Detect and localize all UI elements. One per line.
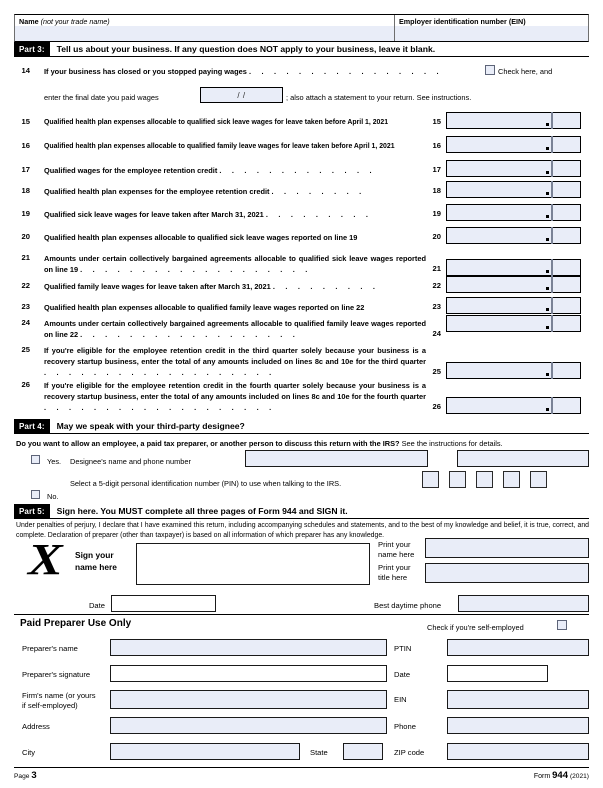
firm-ein-label: EIN [394,695,407,704]
sign-date-label: Date [88,601,105,610]
part5-banner [14,504,589,519]
preparer-date-input[interactable] [447,665,548,682]
pin-digit-5[interactable] [530,471,547,488]
line-25-box-number: 25 [432,367,441,376]
line-14-sub-text: enter the final date you paid wages [44,93,159,102]
preparer-signature-label: Preparer's signature [22,670,91,679]
line-26-amount-input[interactable] [446,397,581,414]
pin-digit-2[interactable] [449,471,466,488]
leader-dots: . . . . . . . . . [272,282,380,291]
ein-label: Employer identification number (EIN) [399,17,526,26]
decimal-dot [546,287,549,290]
line-21-number: 21 [21,253,30,262]
preparer-phone-label: Phone [394,722,416,731]
part4-tag: Part 4: [14,419,50,433]
decimal-dot [546,373,549,376]
cents-divider [551,362,553,379]
decimal-dot [546,308,549,311]
leader-dots: . . . . . . . . . [265,210,373,219]
line-23-text: Qualified health plan expenses allocable to qualified family leave wages reported on line 22 [44,303,365,312]
name-input[interactable] [15,26,394,41]
state-input[interactable] [343,743,383,760]
designee-no-checkbox[interactable] [31,490,40,499]
line-16-amount-input[interactable] [446,136,581,153]
sign-date-input[interactable] [111,595,216,612]
cents-divider [551,276,553,293]
ein-cell [395,15,588,41]
cents-divider [551,112,553,129]
part3-title: Tell us about your business. If any question does NOT apply to your business, leave it blank. [56,44,436,54]
designee-yes-checkbox[interactable] [31,455,40,464]
decimal-dot [546,326,549,329]
line-17-number: 17 [21,165,30,174]
print-title-label: Print your title here [378,563,411,582]
preparer-section-divider [14,614,589,615]
cents-divider [551,204,553,221]
line-18-amount-input[interactable] [446,181,581,198]
leader-dots: . . . . . . . . [271,187,366,196]
line-25-number: 25 [21,345,30,354]
firm-ein-input[interactable] [447,690,589,709]
name-hint: (not your trade name) [40,17,110,26]
decimal-dot [546,215,549,218]
leader-dots: . . . . . . . . . . . . . . . . [248,67,443,76]
line-24-number: 24 [21,318,30,327]
line-22-number: 22 [21,281,30,290]
line-25-amount-input[interactable] [446,362,581,379]
part4-question-bold: Do you want to allow an employee, a paid tax preparer, or another person to discuss this return with the IRS? [16,439,400,448]
line-23-number: 23 [21,302,30,311]
perjury-statement: Under penalties of perjury, I declare that I have examined this return, including accompanying schedules and statements, and to the best of my knowledge and belief, it is true, correct, and complete. Declaration of preparer (other than taxpayer) is based on all information of which preparer has any knowledge. [16,522,589,539]
decimal-dot [546,270,549,273]
line-14-tail-text: ; also attach a statement to your return. See instructions. [286,93,472,102]
signature-input[interactable] [136,543,370,585]
ptin-input[interactable] [447,639,589,656]
cents-divider [551,315,553,332]
signature-x-icon: X [28,535,63,584]
daytime-phone-input[interactable] [458,595,589,612]
preparer-phone-input[interactable] [447,717,589,734]
part3-banner [14,42,589,57]
ein-input[interactable] [395,26,588,41]
line-19-number: 19 [21,209,30,218]
line-17-text: Qualified wages for the employee retention credit . . . . . . . . . . . . . [44,166,376,175]
line-22-box-number: 22 [432,281,441,290]
leader-dots: . . . . . . . . . . . . . . . . . . [80,330,300,340]
line-26-text: If you're eligible for the employee retention credit in the fourth quarter solely because your business is a recovery startup business, enter the total of any amounts included on lines 8c and 10e for the fourth quarter . . . . . . . . . . . . . . . . . . . [44,381,426,413]
designee-yes-label: Yes. [47,457,62,466]
leader-dots: . . . . . . . . . . . . . . . . . . . [80,265,312,275]
daytime-phone-label: Best daytime phone [374,601,442,610]
leader-dots: . . . . . . . . . . . . . . . . . . . [44,368,276,378]
designee-label: Designee's name and phone number [70,457,191,466]
line-16-text: Qualified health plan expenses allocable to qualified family leave wages for leave taken before April 1, 2021 [44,143,395,150]
preparer-name-input[interactable] [110,639,387,656]
decimal-dot [546,192,549,195]
line-15-text: Qualified health plan expenses allocable to qualified sick leave wages for leave taken before April 1, 2021 [44,119,389,126]
zip-code-input[interactable] [447,743,589,760]
sign-name-label: Sign your name here [75,550,117,572]
name-label: Name (not your trade name) [19,17,110,26]
line-16-number: 16 [21,141,30,150]
page-number: Page 3 [14,770,37,781]
line-18-text: Qualified health plan expenses for the employee retention credit . . . . . . . . [44,187,366,196]
line-26-box-number: 26 [432,402,441,411]
part4-banner [14,419,589,434]
line-22-text: Qualified family leave wages for leave taken after March 31, 2021 . . . . . . . . . [44,282,380,291]
final-wage-date-input[interactable] [200,87,283,103]
form-identifier: Form 944 (2021) [533,770,589,781]
preparer-signature-input[interactable] [110,665,387,682]
designee-name-input[interactable] [245,450,428,467]
line-25-text: If you're eligible for the employee retention credit in the third quarter solely because your business is a recovery startup business, enter the total of any amounts included on lines 8c and 10e for the third quarter . . . . . . . . . . . . . . . . . . . [44,346,426,378]
preparer-name-label: Preparer's name [22,644,78,653]
part4-question-tail: See the instructions for details. [401,439,503,448]
ptin-label: PTIN [394,644,412,653]
designee-phone-input[interactable] [457,450,589,467]
line-21-box-number: 21 [432,264,441,273]
cents-divider [551,136,553,153]
state-label: State [310,748,328,757]
form-header [14,14,589,42]
cents-divider [551,227,553,244]
city-label: City [22,748,36,757]
zip-code-label: ZIP code [394,748,425,757]
cents-divider [551,160,553,177]
address-input[interactable] [110,717,387,734]
cents-divider [551,397,553,414]
decimal-dot [546,171,549,174]
cents-divider [551,297,553,314]
line-17-amount-input[interactable] [446,160,581,177]
line-14-text: If your business has closed or you stopped paying wages . . . . . . . . . . . . . . . . [44,67,443,76]
print-title-input[interactable] [425,563,589,583]
decimal-dot [546,123,549,126]
line-22-amount-input[interactable] [446,276,581,293]
part5-tag: Part 5: [14,504,50,518]
decimal-dot [546,408,549,411]
line-21-text: Amounts under certain collectively bargained agreements allocable to qualified sick leave wages reported on line 19 . . . . . . . . . . . . . . . . . . . [44,254,426,275]
line-18-box-number: 18 [432,186,441,195]
decimal-dot [546,147,549,150]
part3-tag: Part 3: [14,42,50,56]
line-23-box-number: 23 [432,302,441,311]
address-label: Address [22,722,50,731]
line-15-box-number: 15 [432,117,441,126]
cents-divider [551,259,553,276]
business-closed-checkbox[interactable] [485,65,495,75]
line-20-number: 20 [21,232,30,241]
pin-digit-3[interactable] [476,471,493,488]
line-23-amount-input[interactable] [446,297,581,314]
self-employed-checkbox[interactable] [557,620,567,630]
line-19-amount-input[interactable] [446,204,581,221]
line-24-text: Amounts under certain collectively bargained agreements allocable to qualified family leave wages reported on line 22 . . . . . . . . . . . . . . . . . . [44,319,426,340]
leader-dots: . . . . . . . . . . . . . [219,166,376,175]
preparer-title: Paid Preparer Use Only [20,618,132,629]
pin-digit-1[interactable] [422,471,439,488]
footer-divider [14,767,589,768]
line-14-check-label: Check here, and [498,67,553,76]
leader-dots: . . . . . . . . . . . . . . . . . . . [44,403,276,413]
pin-digit-4[interactable] [503,471,520,488]
line-16-box-number: 16 [432,141,441,150]
line-17-box-number: 17 [432,165,441,174]
city-input[interactable] [110,743,300,760]
self-employed-label: Check if you're self-employed [427,623,524,632]
preparer-date-label: Date [394,670,411,679]
line-24-box-number: 24 [432,329,441,338]
print-name-label: Print your name here [378,540,415,559]
firm-name-input[interactable] [110,690,387,709]
line-19-box-number: 19 [432,209,441,218]
line-15-amount-input[interactable] [446,112,581,129]
line-19-text: Qualified sick leave wages for leave taken after March 31, 2021 . . . . . . . . . [44,210,373,219]
part5-title: Sign here. You MUST complete all three pages of Form 944 and SIGN it. [56,506,348,516]
part4-question [16,438,591,449]
part4-title: May we speak with your third-party designee? [56,421,245,431]
name-cell [15,15,395,41]
print-name-input[interactable] [425,538,589,558]
cents-divider [551,181,553,198]
firm-name-label: Firm's name (or yours if self-employed) [22,691,96,710]
designee-no-label: No. [47,492,59,501]
decimal-dot [546,238,549,241]
line-24-amount-input[interactable] [446,315,581,332]
final-wage-date-value: / / [237,90,246,100]
line-20-text: Qualified health plan expenses allocable to qualified sick leave wages reported on line 19 [44,233,358,242]
line-15-number: 15 [21,117,30,126]
line-20-amount-input[interactable] [446,227,581,244]
pin-label: Select a 5-digit personal identification number (PIN) to use when talking to the IRS. [70,479,342,488]
line-26-number: 26 [21,380,30,389]
line-18-number: 18 [21,186,30,195]
line-20-box-number: 20 [432,232,441,241]
line-14-number: 14 [21,66,30,75]
line-21-amount-input[interactable] [446,259,581,276]
